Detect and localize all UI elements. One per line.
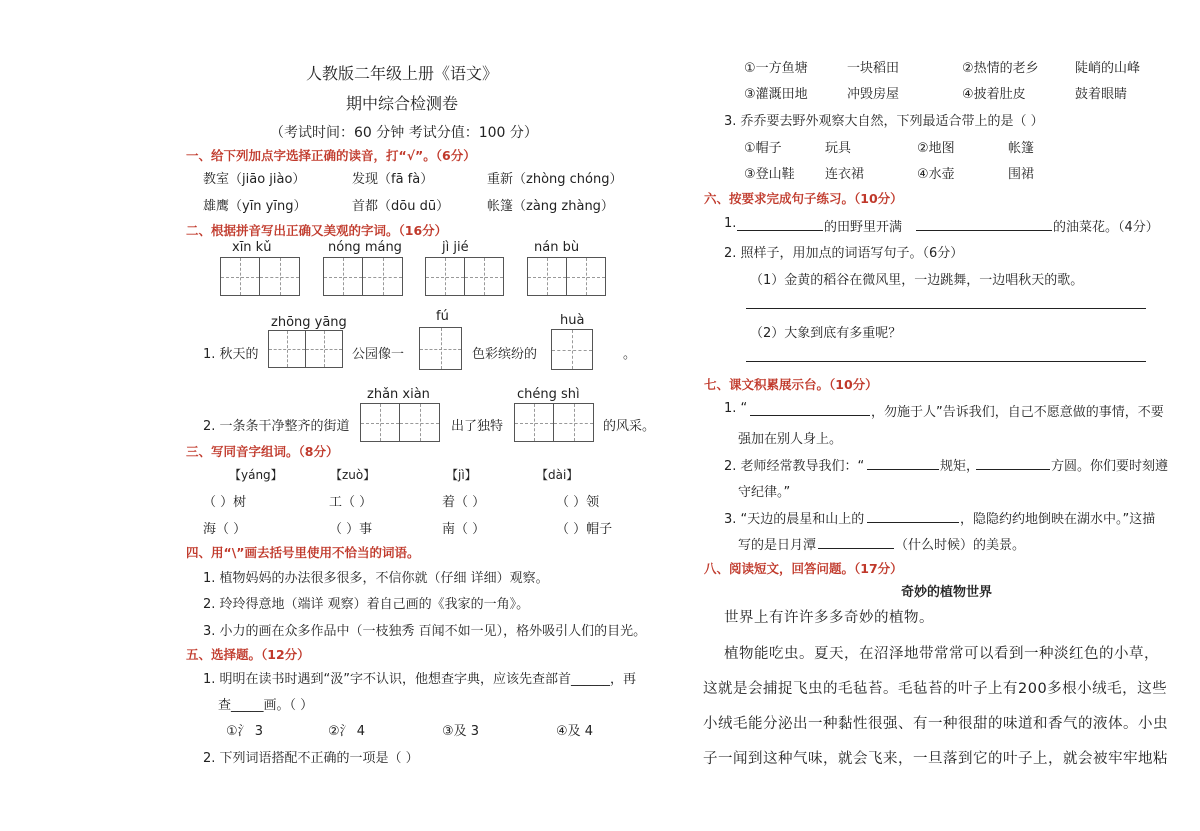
writing-grid-cell[interactable] bbox=[553, 403, 594, 442]
s6-q1c: 的油菜花。（4分） bbox=[1053, 220, 1159, 235]
writing-grid-cell[interactable] bbox=[259, 257, 300, 296]
writing-grid-cell[interactable] bbox=[514, 403, 554, 442]
section-1-heading: 一、给下列加点字选择正确的读音，打“√”。（6分） bbox=[186, 148, 476, 163]
writing-grid-cell[interactable] bbox=[360, 403, 400, 442]
section-5-heading: 五、选择题。（12分） bbox=[186, 647, 310, 662]
article-paragraph: 世界上有许许多多奇妙的植物。 bbox=[724, 610, 934, 626]
section-2-heading: 二、根据拼音写出正确又美观的字词。（16分） bbox=[186, 223, 448, 238]
s2-q1-label: 1. 秋天的 bbox=[203, 347, 259, 362]
pinyin: xīn kǔ bbox=[232, 240, 272, 255]
s4-q1: 1. 植物妈妈的办法很多很多，不信你就（仔细 详细）观察。 bbox=[203, 571, 549, 586]
s7-q1b: ，勿施于人”告诉我们，自己不愿意做的事情，不要 bbox=[871, 405, 1164, 420]
answer-blank[interactable] bbox=[976, 469, 1050, 470]
option: ②地图 bbox=[917, 141, 955, 156]
s7-q3b: ，隐隐约约地倒映在湖水中。”这描 bbox=[960, 512, 1156, 527]
writing-grid-cell[interactable] bbox=[527, 257, 567, 296]
s5-q1b: 查_____画。（ ） bbox=[218, 698, 314, 713]
pinyin: chéng shì bbox=[517, 387, 580, 402]
writing-grid-cell[interactable] bbox=[268, 330, 306, 368]
s3-item: （ ）领 bbox=[556, 495, 600, 510]
pinyin: fú bbox=[436, 309, 449, 324]
option: 陡峭的山峰 bbox=[1075, 61, 1141, 76]
s5-q1a: 1. 明明在读书时遇到“汲”字不认识，他想查字典，应该先查部首______，再 bbox=[203, 672, 637, 687]
article-title: 奇妙的植物世界 bbox=[901, 585, 993, 600]
answer-blank[interactable] bbox=[818, 548, 894, 549]
writing-grid-cell[interactable] bbox=[566, 257, 606, 296]
s7-q2b: 规矩， bbox=[940, 459, 980, 474]
exam-info: （考试时间：60 分钟 考试分值：100 分） bbox=[270, 125, 538, 141]
s6-q2-1: （1）金黄的稻谷在微风里，一边跳舞，一边唱秋天的歌。 bbox=[750, 273, 1084, 288]
s2-q1-end: 。 bbox=[623, 347, 637, 362]
s3-pinyin: 【zuò】 bbox=[330, 468, 376, 482]
s3-item: （ ）树 bbox=[203, 495, 247, 510]
s5-opt: ③及 3 bbox=[442, 724, 480, 739]
section-7-heading: 七、课文积累展示台。（10分） bbox=[704, 377, 878, 392]
section-3-heading: 三、写同音字组词。（8分） bbox=[186, 444, 339, 459]
option: ③登山鞋 bbox=[744, 167, 795, 182]
option: 帐篷 bbox=[1008, 141, 1035, 156]
writing-grid-cell[interactable] bbox=[362, 257, 403, 296]
writing-grid-cell[interactable] bbox=[551, 329, 593, 370]
article-line: 子一闻到这种气味，就会飞来，一旦落到它的叶子上，就会被牢牢地粘 bbox=[703, 751, 1168, 767]
s1-item: 帐篷（zàng zhàng） bbox=[487, 199, 614, 214]
option: 鼓着眼睛 bbox=[1075, 87, 1128, 102]
answer-blank[interactable] bbox=[737, 230, 823, 231]
writing-grid-cell[interactable] bbox=[425, 257, 465, 296]
s3-pinyin: 【dài】 bbox=[536, 468, 579, 482]
s1-item: 发现（fā fà） bbox=[352, 172, 434, 187]
answer-line[interactable] bbox=[746, 361, 1146, 362]
s3-item: （ ）帽子 bbox=[556, 522, 613, 537]
writing-grid-cell[interactable] bbox=[305, 330, 343, 368]
page-title: 人教版二年级上册《语文》 bbox=[306, 64, 499, 83]
section-8-heading: 八、阅读短文，回答问题。（17分） bbox=[704, 561, 903, 576]
writing-grid-cell[interactable] bbox=[323, 257, 363, 296]
s2-q1-mid: 公园像一 bbox=[352, 347, 405, 362]
pinyin: nóng máng bbox=[328, 240, 402, 255]
pinyin: zhōng yāng bbox=[271, 315, 347, 330]
writing-grid-cell[interactable] bbox=[220, 257, 260, 296]
s7-q3a: 3. “天边的晨星和山上的 bbox=[724, 512, 865, 527]
s1-item: 首都（dōu dū） bbox=[352, 199, 450, 214]
s7-q2d: 守纪律。” bbox=[738, 485, 791, 500]
s7-q2c: 方圆。你们要时刻遵 bbox=[1051, 459, 1169, 474]
s6-q2: 2. 照样子，用加点的词语写句子。（6分） bbox=[724, 246, 964, 261]
s6-q1b: 的田野里开满 bbox=[824, 220, 903, 235]
article-line: 植物能吃虫。夏天，在沼泽地带常常可以看到一种淡红色的小草， bbox=[724, 646, 1159, 662]
option: 连衣裙 bbox=[825, 167, 865, 182]
s5-opt: ②氵 4 bbox=[328, 724, 366, 739]
s3-item: 工（ ） bbox=[329, 495, 373, 510]
s3-pinyin: 【yáng】 bbox=[229, 468, 283, 482]
option: ③灌溉田地 bbox=[744, 87, 808, 102]
s3-item: 海（ ） bbox=[203, 522, 247, 537]
s6-q2-2: （2）大象到底有多重呢？ bbox=[750, 326, 902, 341]
answer-blank[interactable] bbox=[916, 230, 1052, 231]
answer-blank[interactable] bbox=[750, 415, 870, 416]
writing-grid-cell[interactable] bbox=[399, 403, 440, 442]
option: ④披着肚皮 bbox=[962, 87, 1026, 102]
q3-text: 3. 乔乔要去野外观察大自然，下列最适合带上的是（ ） bbox=[724, 114, 1044, 129]
s1-item: 重新（zhòng chóng） bbox=[487, 172, 623, 187]
section-6-heading: 六、按要求完成句子练习。（10分） bbox=[704, 191, 903, 206]
s4-q2: 2. 玲玲得意地（端详 观察）着自己画的《我家的一角》。 bbox=[203, 597, 530, 612]
answer-blank[interactable] bbox=[867, 469, 939, 470]
option: 玩具 bbox=[825, 141, 852, 156]
section-4-heading: 四、用“\”画去括号里使用不恰当的词语。 bbox=[186, 545, 420, 560]
s2-q1-mid2: 色彩缤纷的 bbox=[472, 347, 538, 362]
s3-item: 南（ ） bbox=[442, 522, 486, 537]
option: ②热情的老乡 bbox=[962, 61, 1039, 76]
s4-q3: 3. 小力的画在众多作品中（一枝独秀 百闻不如一见），格外吸引人们的目光。 bbox=[203, 624, 647, 639]
s5-opt: ①氵 3 bbox=[226, 724, 264, 739]
s7-q1c: 强加在别人身上。 bbox=[738, 432, 843, 447]
page-subtitle: 期中综合检测卷 bbox=[346, 94, 459, 113]
writing-grid-cell[interactable] bbox=[419, 327, 462, 370]
option: ①一方鱼塘 bbox=[744, 61, 808, 76]
pinyin: huà bbox=[560, 313, 585, 328]
s7-q1a: 1. “ bbox=[724, 401, 748, 416]
option: 冲毁房屋 bbox=[847, 87, 900, 102]
article-line: 这就是会捕捉飞虫的毛毡苔。毛毡苔的叶子上有200多根小绒毛，这些 bbox=[703, 681, 1168, 697]
pinyin: jì jié bbox=[442, 240, 469, 255]
s5-q2: 2. 下列词语搭配不正确的一项是（ ） bbox=[203, 751, 419, 766]
s2-q2-mid: 出了独特 bbox=[451, 419, 504, 434]
s1-item: 教室（jiāo jiào） bbox=[203, 172, 306, 187]
s3-pinyin: 【jì】 bbox=[446, 468, 477, 482]
pinyin: zhǎn xiàn bbox=[367, 387, 430, 402]
s2-q2-label: 2. 一条条干净整齐的街道 bbox=[203, 419, 350, 434]
answer-blank[interactable] bbox=[867, 522, 959, 523]
option: 围裙 bbox=[1008, 167, 1035, 182]
s2-q2-end: 的风采。 bbox=[603, 419, 656, 434]
article-line: 小绒毛能分泌出一种黏性很强、有一种很甜的味道和香气的液体。小虫 bbox=[703, 716, 1168, 732]
s7-q3c: 写的是日月潭 bbox=[738, 538, 817, 553]
answer-line[interactable] bbox=[746, 308, 1146, 309]
s7-q3d: （什么时候）的美景。 bbox=[895, 538, 1026, 553]
option: ④水壶 bbox=[917, 167, 955, 182]
s7-q2a: 2. 老师经常教导我们：“ bbox=[724, 459, 865, 474]
option: ①帽子 bbox=[744, 141, 782, 156]
s3-item: 着（ ） bbox=[442, 495, 486, 510]
writing-grid-cell[interactable] bbox=[464, 257, 504, 296]
s1-item: 雄鹰（yīn yīng） bbox=[203, 199, 307, 214]
option: 一块稻田 bbox=[847, 61, 900, 76]
s5-opt: ④及 4 bbox=[556, 724, 594, 739]
s6-q1a: 1. bbox=[724, 216, 737, 231]
pinyin: nán bù bbox=[534, 240, 580, 255]
s3-item: （ ）事 bbox=[329, 522, 373, 537]
